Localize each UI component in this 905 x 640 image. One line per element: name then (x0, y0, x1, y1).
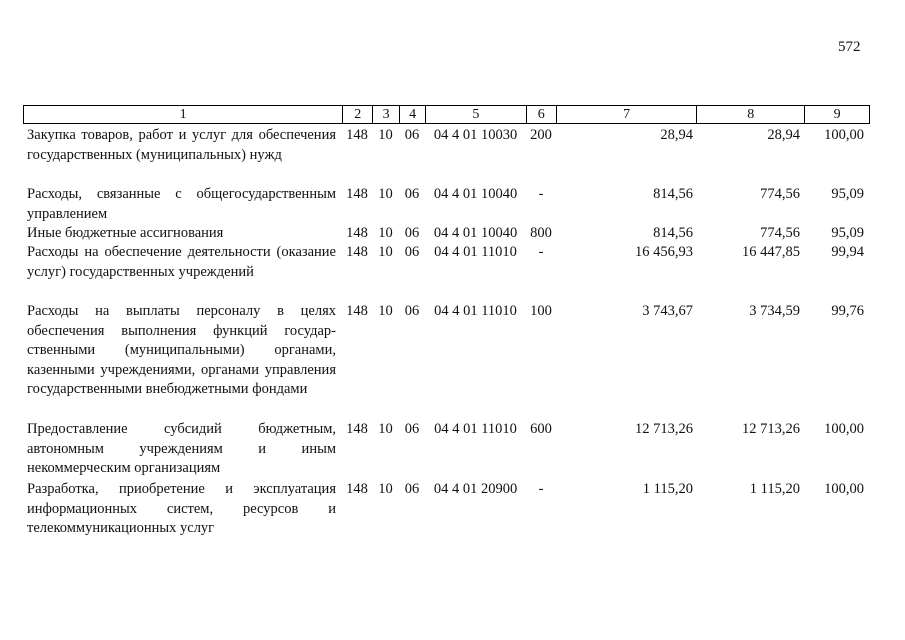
row-c5: 04 4 01 11010 (434, 303, 517, 319)
row-c5: 04 4 01 20900 (433, 481, 518, 497)
row-c8: 774,56 (760, 186, 800, 202)
header-col-8: 8 (696, 106, 804, 123)
row-name: Расходы на выплаты персоналу в целях обеспечения выполнения функций государ-ственными (муниципальными) органами, казенными учреждениями, органами управления государственными внебюджетными фондами (27, 303, 336, 397)
row-c3: 10 (378, 481, 393, 497)
row-c5: 04 4 01 10040 (433, 186, 518, 202)
row-c2: 148 (346, 244, 368, 260)
page-number: 572 (838, 39, 861, 55)
row-c3: 10 (378, 244, 393, 260)
table-row (23, 126, 870, 185)
table-row (23, 243, 870, 302)
row-c3: 10 (378, 303, 393, 319)
row-c6: 600 (530, 421, 552, 437)
row-c9: 99,94 (831, 244, 864, 260)
row-c4: 06 (404, 127, 420, 143)
row-c7: 1 115,20 (642, 481, 693, 497)
row-c2: 148 (346, 127, 368, 143)
row-c6: - (538, 244, 544, 260)
row-c8: 28,94 (767, 127, 800, 143)
row-c9: 99,76 (831, 303, 864, 319)
row-c4: 06 (404, 303, 420, 319)
row-c9: 100,00 (824, 421, 864, 437)
table-row (23, 302, 870, 420)
header-col-5: 5 (425, 106, 526, 123)
header-col-7: 7 (556, 106, 697, 123)
row-c9: 100,00 (824, 481, 864, 497)
row-c3: 10 (378, 421, 393, 437)
row-name: Предоставление субсидий бюджетным, автономным учреждениям и иным некоммерческим организациям (27, 421, 336, 476)
table-body (23, 126, 870, 540)
row-c7: 814,56 (653, 186, 693, 202)
row-c7: 16 456,93 (635, 244, 693, 260)
row-c4: 06 (404, 421, 420, 437)
table-row (23, 185, 870, 224)
row-c7: 814,56 (653, 225, 693, 241)
header-col-3: 3 (372, 106, 399, 123)
header-col-1: 1 (179, 107, 187, 122)
row-c7: 3 743,67 (642, 303, 693, 319)
row-name: Расходы, связанные с общегосударственным управлением (27, 186, 336, 222)
row-c6: 800 (530, 225, 552, 241)
row-c4: 06 (404, 186, 420, 202)
row-c6: - (538, 186, 544, 202)
row-c6: - (538, 481, 544, 497)
header-col-6: 6 (526, 106, 556, 123)
header-col-9: 9 (804, 106, 869, 123)
table-header (23, 105, 870, 124)
header-col-2: 2 (342, 106, 372, 123)
row-c9: 100,00 (824, 127, 864, 143)
row-c2: 148 (346, 303, 368, 319)
row-name: Иные бюджетные ассигнования (27, 225, 224, 241)
header-col-4: 4 (399, 106, 425, 123)
row-c8: 774,56 (760, 225, 800, 241)
row-c9: 95,09 (831, 225, 864, 241)
row-c8: 1 115,20 (749, 481, 800, 497)
table-row (23, 420, 870, 480)
row-c6: 200 (530, 127, 552, 143)
row-c2: 148 (346, 225, 368, 241)
table-row (23, 480, 870, 540)
row-c2: 148 (346, 481, 368, 497)
row-c5: 04 4 01 11010 (434, 244, 517, 260)
row-c4: 06 (404, 244, 420, 260)
row-name: Разработка, приобретение и эксплуатация информационных систем, ресурсов и телекоммуникационных услуг (27, 481, 336, 536)
row-name: Расходы на обеспечение деятельности (оказание услуг) государственных учреждений (27, 244, 336, 280)
row-c5: 04 4 01 11010 (434, 421, 517, 437)
row-c3: 10 (378, 186, 393, 202)
row-c6: 100 (530, 303, 552, 319)
row-c3: 10 (378, 225, 393, 241)
row-c8: 12 713,26 (742, 421, 800, 437)
table-row (23, 224, 870, 243)
row-c9: 95,09 (831, 186, 864, 202)
row-c7: 28,94 (660, 127, 693, 143)
row-c5: 04 4 01 10040 (433, 225, 518, 241)
row-c3: 10 (378, 127, 393, 143)
row-c2: 148 (346, 421, 368, 437)
row-c5: 04 4 01 10030 (433, 127, 518, 143)
row-c4: 06 (404, 481, 420, 497)
row-name: Закупка товаров, работ и услуг для обеспечения государственных (муниципальных) нужд (27, 127, 336, 163)
row-c2: 148 (346, 186, 368, 202)
row-c4: 06 (404, 225, 420, 241)
row-c8: 3 734,59 (749, 303, 800, 319)
row-c8: 16 447,85 (742, 244, 800, 260)
row-c7: 12 713,26 (635, 421, 693, 437)
